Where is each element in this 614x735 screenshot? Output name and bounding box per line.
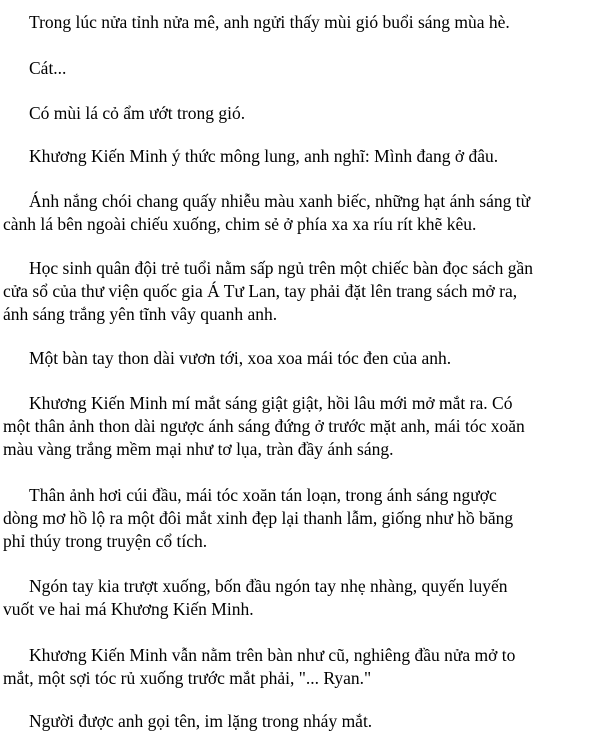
text-line: Ánh nắng chói chang quấy nhiễu màu xanh biếc, những hạt ánh sáng từ: [29, 191, 531, 211]
text-line: vuốt ve hai má Khương Kiến Minh.: [3, 599, 254, 619]
paragraph-1: [29, 11, 596, 34]
text-line: Có mùi lá cỏ ẩm ướt trong gió.: [29, 103, 246, 123]
paragraph-12: [29, 710, 596, 733]
text-line: Trong lúc nửa tỉnh nửa mê, anh ngửi thấy mùi gió buổi sáng mùa hè.: [29, 12, 510, 32]
text-line: Học sinh quân đội trẻ tuổi nằm sấp ngủ trên một chiếc bàn đọc sách gần: [29, 258, 533, 278]
paragraph-5: [3, 190, 596, 236]
text-line: Khương Kiến Minh ý thức mông lung, anh nghĩ: Mình đang ở đâu.: [29, 146, 499, 166]
text-line: cành lá bên ngoài chiếu xuống, chim sẻ ở phía xa xa ríu rít khẽ kêu.: [3, 214, 477, 234]
text-line: dòng mơ hồ lộ ra một đôi mắt xinh đẹp lại thanh lẫm, giống như hồ băng: [3, 508, 514, 528]
text-line: Cát...: [29, 58, 67, 78]
text-line: phỉ thúy trong truyện cổ tích.: [3, 531, 208, 551]
paragraph-2: [29, 57, 596, 80]
paragraph-10: [3, 575, 596, 621]
text-line: Thân ảnh hơi cúi đầu, mái tóc xoăn tán loạn, trong ánh sáng ngược: [29, 485, 497, 505]
text-line: cửa sổ của thư viện quốc gia Á Tư Lan, tay phải đặt lên trang sách mở ra,: [3, 281, 518, 301]
paragraph-6: [3, 257, 596, 326]
paragraph-11: [3, 644, 596, 690]
text-line: mắt, một sợi tóc rủ xuống trước mắt phải, "... Ryan.": [3, 668, 372, 688]
text-line: màu vàng trắng mềm mại như tơ lụa, tràn đầy ánh sáng.: [3, 439, 394, 459]
text-line: Khương Kiến Minh mí mắt sáng giật giật, hồi lâu mới mở mắt ra. Có: [29, 393, 513, 413]
text-line: Một bàn tay thon dài vươn tới, xoa xoa mái tóc đen của anh.: [29, 348, 452, 368]
paragraph-8: [3, 392, 596, 461]
paragraph-9: [3, 484, 596, 553]
text-line: một thân ảnh thon dài ngược ánh sáng đứng ở trước mặt anh, mái tóc xoăn: [3, 416, 525, 436]
text-line: Người được anh gọi tên, im lặng trong nháy mắt.: [29, 711, 373, 731]
paragraph-4: [29, 145, 596, 168]
text-line: ánh sáng trắng yên tĩnh vây quanh anh.: [3, 304, 278, 324]
paragraph-3: [29, 102, 596, 125]
text-line: Khương Kiến Minh vẫn nằm trên bàn như cũ, nghiêng đầu nửa mở to: [29, 645, 516, 665]
text-line: Ngón tay kia trượt xuống, bốn đầu ngón tay nhẹ nhàng, quyến luyến: [29, 576, 508, 596]
paragraph-7: [29, 347, 596, 370]
